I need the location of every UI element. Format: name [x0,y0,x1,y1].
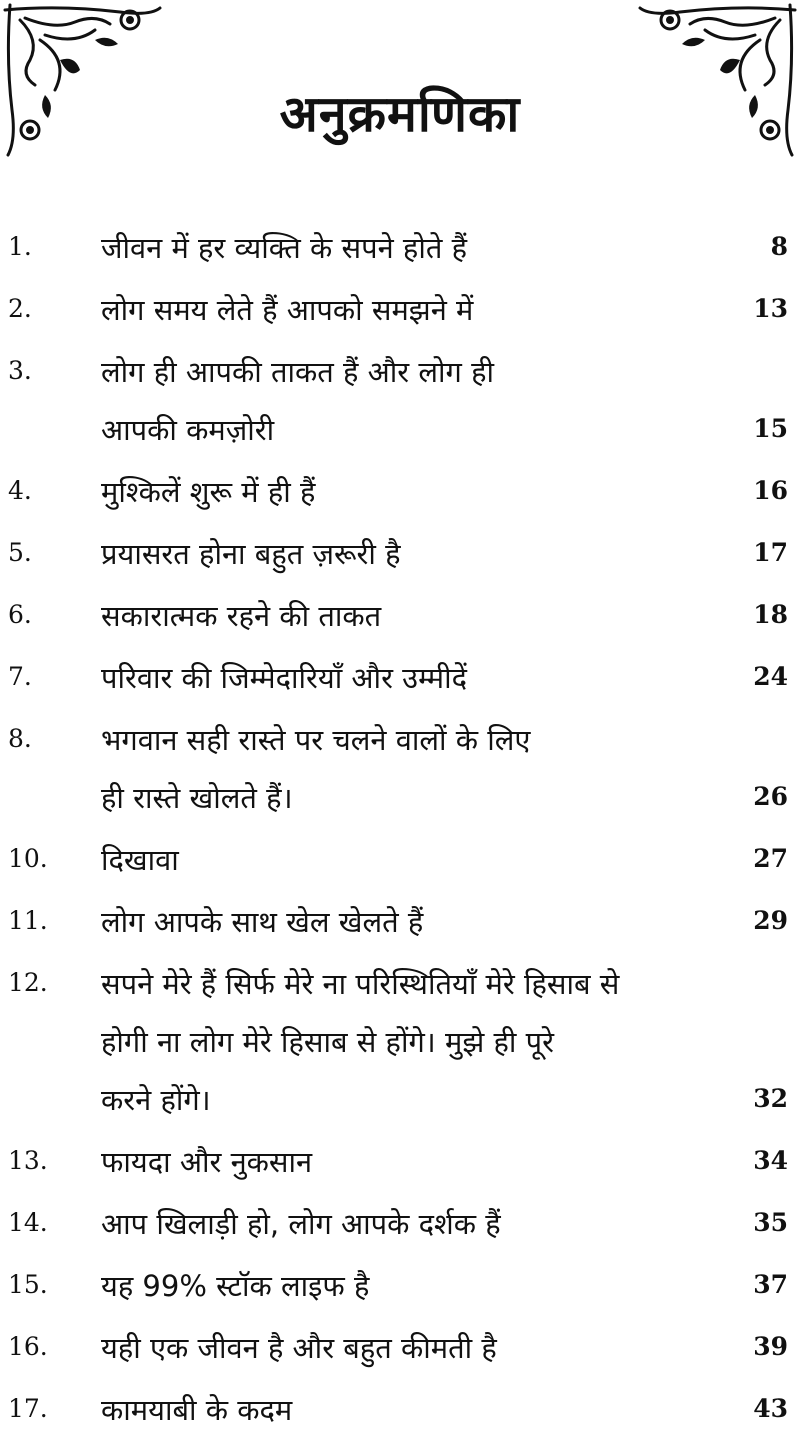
entry-title: दिखावा [101,843,179,877]
entry-page: 17 [753,538,788,567]
toc-entry [0,714,800,830]
entry-number: 2. [8,294,32,323]
entry-title: लोग ही आपकी ताकत हैं और लोग ही [101,355,495,389]
entry-page: 39 [753,1332,788,1361]
entry-title: जीवन में हर व्यक्ति के सपने होते हैं [101,231,467,265]
entry-page: 8 [770,232,788,261]
entry-title: मुश्किलें शुरू में ही हैं [101,475,316,509]
toc-entry [0,834,800,892]
entry-title: आप खिलाड़ी हो, लोग आपके दर्शक हैं [101,1207,501,1241]
entry-number: 3. [8,356,32,385]
entry-title: परिवार की जिम्मेदारियाँ और उम्मीदें [101,661,467,695]
toc-entry [0,896,800,954]
entry-title: प्रयासरत होना बहुत ज़रूरी है [101,537,401,571]
toc-entry [0,1322,800,1380]
entry-number: 7. [8,662,32,691]
entry-number: 6. [8,600,32,629]
toc-entry [0,590,800,648]
entry-page: 27 [753,844,788,873]
entry-title: यही एक जीवन है और बहुत कीमती है [101,1331,497,1365]
entry-title: फायदा और नुकसान [101,1145,313,1179]
entry-page: 34 [753,1146,788,1175]
toc-entry [0,1260,800,1318]
entry-number: 11. [8,906,48,935]
toc-entry [0,222,800,280]
entry-number: 16. [8,1332,48,1361]
entry-title: लोग आपके साथ खेल खेलते हैं [101,905,424,939]
toc-entry [0,466,800,524]
entry-title: कामयाबी के कदम [101,1393,293,1427]
toc-entry [0,652,800,710]
toc-entry [0,1384,800,1442]
page-title: अनुक्रमणिका [279,85,521,143]
entry-number: 4. [8,476,32,505]
entry-page: 16 [753,476,788,505]
entry-number: 10. [8,844,48,873]
entry-page: 35 [753,1208,788,1237]
entry-title: भगवान सही रास्ते पर चलने वालों के लिए [101,723,531,757]
entry-page: 26 [753,782,788,811]
toc-entry [0,958,800,1132]
toc-entry [0,346,800,462]
entry-title-continued: ही रास्ते खोलते हैं। [101,781,293,815]
entry-page: 43 [753,1394,788,1423]
entry-number: 17. [8,1394,48,1423]
entry-title-continued: आपकी कमज़ोरी [101,413,275,447]
toc-entry [0,1136,800,1194]
entry-number: 8. [8,724,32,753]
entry-page: 32 [753,1084,788,1113]
entry-page: 29 [753,906,788,935]
entry-title: सकारात्मक रहने की ताकत [101,599,382,633]
entry-title: यह 99% स्टॉक लाइफ है [101,1269,370,1303]
entry-title-continued: होगी ना लोग मेरे हिसाब से होंगे। मुझे ही पूरे [101,1025,554,1059]
toc-entry [0,1198,800,1256]
entry-page: 13 [753,294,788,323]
entry-title: सपने मेरे हैं सिर्फ मेरे ना परिस्थितियाँ मेरे हिसाब से [101,967,620,1001]
entry-page: 37 [753,1270,788,1299]
entry-page: 24 [753,662,788,691]
entry-page: 15 [753,414,788,443]
entry-title-continued: करने होंगे। [101,1083,211,1117]
entry-number: 13. [8,1146,48,1175]
entry-number: 15. [8,1270,48,1299]
toc-entry [0,528,800,586]
entry-number: 5. [8,538,32,567]
entry-page: 18 [753,600,788,629]
entry-number: 1. [8,232,32,261]
entry-number: 14. [8,1208,48,1237]
entry-number: 12. [8,968,48,997]
table-of-contents [0,222,800,1446]
toc-entry [0,284,800,342]
entry-title: लोग समय लेते हैं आपको समझने में [101,293,474,327]
